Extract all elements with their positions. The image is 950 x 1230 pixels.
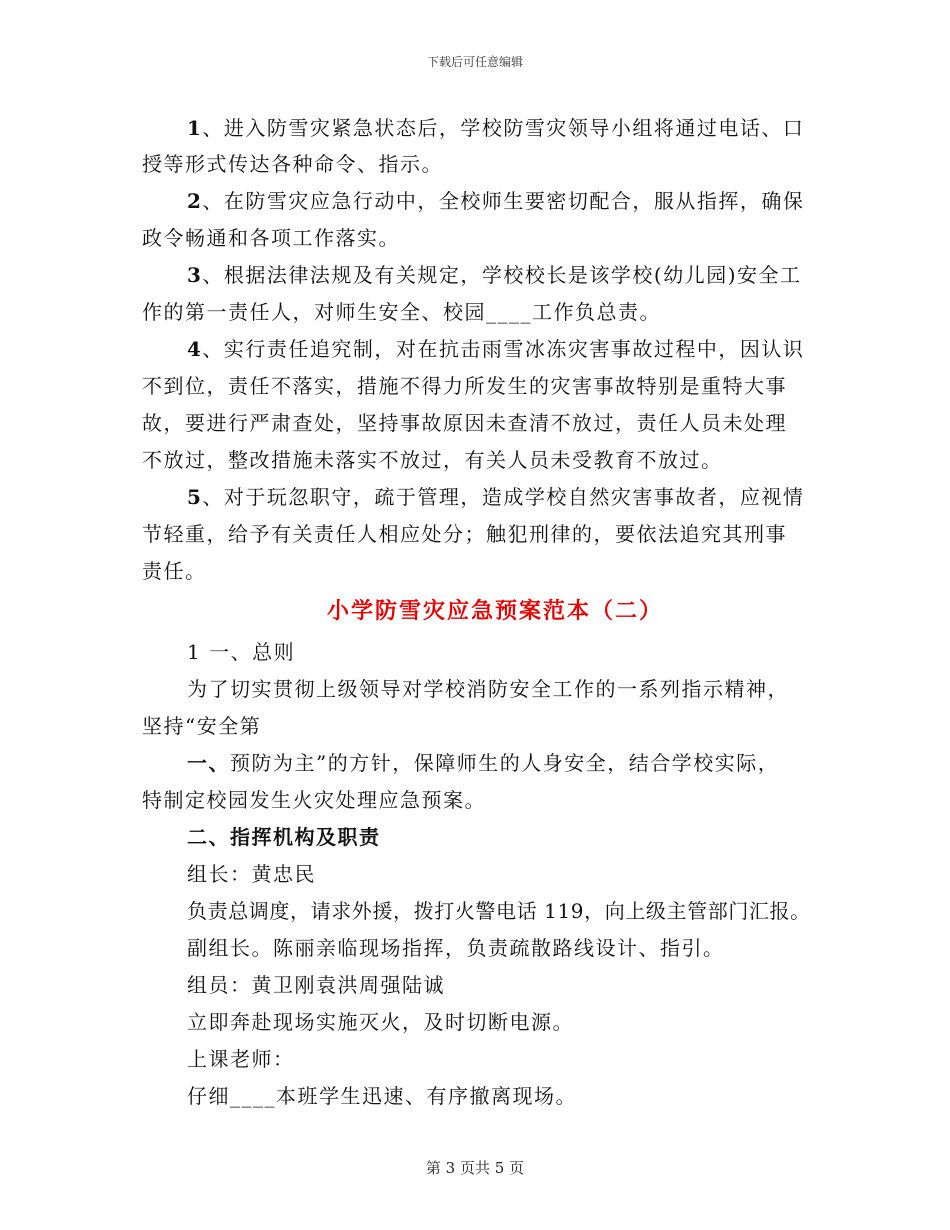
list-item-5-line-1	[187, 483, 804, 511]
item-number: 4	[187, 337, 203, 361]
list-item-2-line-1	[187, 187, 804, 215]
item-number: 1	[187, 116, 203, 140]
teacher-line: 上课老师：	[187, 1047, 295, 1071]
page-footer: 第 3 页共 5 页	[425, 1159, 525, 1177]
item-number: 3	[187, 263, 203, 287]
item-number: 5	[187, 485, 203, 509]
list-item-3-line-2: 作的第一责任人，对师生安全、校园____工作负总责。	[142, 300, 661, 324]
principle-text: 预防为主”的方针，保障师生的人身安全，结合学校实际，	[230, 751, 780, 775]
section-title: 小学防雪灾应急预案范本（二）	[326, 598, 663, 624]
item-text: 、实行责任追究制，对在抗击雨雪冰冻灾害事故过程中，因认识	[202, 337, 805, 361]
list-item-4-line-4: 不放过，整改措施未落实不放过，有关人员未受教育不放过。	[142, 448, 723, 472]
list-item-4-line-2: 不到位，责任不落实，措施不得力所发生的灾害事故特别是重特大事	[142, 374, 787, 398]
list-item-1-line-1	[187, 114, 804, 142]
item-number: 2	[187, 189, 203, 213]
list-item-5-line-2: 节轻重，给予有关责任人相应处分；触犯刑律的，要依法追究其刑事	[142, 522, 787, 546]
leader-duty-line: 负责总调度，请求外援，拨打火警电话 119，向上级主管部门汇报。	[187, 899, 811, 923]
general-heading: 1 一、总则	[187, 640, 296, 664]
item-text: 、对于玩忽职守，疏于管理，造成学校自然灾害事故者，应视情	[202, 485, 805, 509]
list-item-3-line-1	[187, 261, 802, 289]
purpose-line-2: 坚持“安全第	[142, 714, 262, 738]
list-item-5-line-3: 责任。	[142, 559, 207, 583]
item-text: 、根据法律法规及有关规定，学校校长是该学校(幼儿园)安全工	[202, 263, 802, 287]
principle-line-1	[187, 749, 779, 777]
org-heading: 二、指挥机构及职责	[187, 825, 381, 849]
deputy-line: 副组长。陈丽亲临现场指挥，负责疏散路线设计、指引。	[187, 936, 725, 960]
leader-line: 组长：黄忠民	[187, 862, 316, 886]
list-item-4-line-1	[187, 335, 804, 363]
list-item-1-line-2: 授等形式传达各种命令、指示。	[142, 152, 443, 176]
page-header: 下载后可任意编辑	[426, 55, 523, 69]
item-text: 、在防雪灾应急行动中，全校师生要密切配合，服从指挥，确保	[202, 189, 805, 213]
purpose-line-1: 为了切实贯彻上级领导对学校消防安全工作的一系列指示精神，	[187, 677, 789, 701]
principle-line-2: 特制定校园发生火灾处理应急预案。	[142, 788, 486, 812]
list-item-2-line-2: 政令畅通和各项工作落实。	[142, 226, 400, 250]
principle-number: 一、	[187, 751, 230, 775]
members-line: 组员：黄卫刚袁洪周强陆诚	[187, 973, 445, 997]
list-item-4-line-3: 故，要进行严肃查处，坚持事故原因未查清不放过，责任人员未处理	[142, 411, 787, 435]
item-text: 、进入防雪灾紧急状态后，学校防雪灾领导小组将通过电话、口	[202, 116, 805, 140]
members-duty-line: 立即奔赴现场实施灭火，及时切断电源。	[187, 1010, 574, 1034]
teacher-duty-line: 仔细____本班学生迅速、有序撤离现场。	[187, 1084, 577, 1108]
